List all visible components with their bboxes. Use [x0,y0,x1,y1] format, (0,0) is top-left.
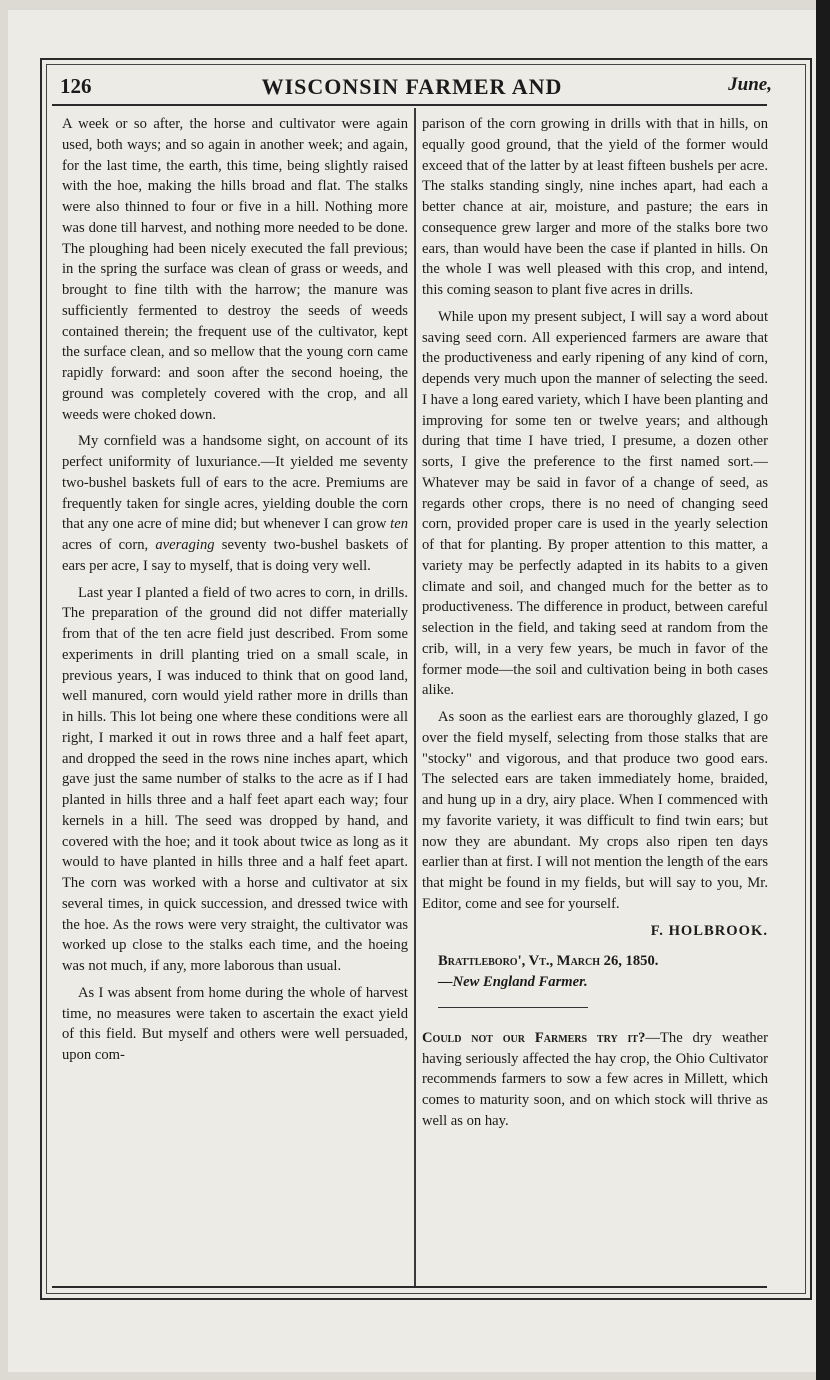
dateline: Brattleboro', Vt., March 26, 1850. [438,953,659,970]
article-paragraph: Last year I planted a field of two acres to corn, in drills. The preparation of the ground did not differ materially from that of the ten acre field just described. From some experiments in drill planting tried on a small scale, in previous years, I was induced to think that on good land, well manured, corn would yield rather more in drills than in hills. This lot being one where these conditions were all right, I marked it out in rows three and a half feet apart, and dropped the seed in the rows nine inches apart, which gave just the same number of stalks to the acre as if I had planted in hills three and a half feet apart each way; four kernels in a hill. The seed was dropped by hand, and covered with the hoe; and it took about twice as long as it would to have planted in hills three and a half feet apart. The corn was worked with a horse and cultivator at six several times, in quick succession, and dressed twice with the hoe. As the rows were very straight, the cultivator was worked up close to the stalks each time, and the hoeing was not much, if any, more laborous than usual. [62,584,408,974]
issue-month: June, [728,74,772,95]
emphasis-text: ten [390,516,408,533]
source-credit: —New England Farmer. [438,974,588,990]
page-number: 126 [60,74,92,98]
article-paragraph: As I was absent from home during the whole of harvest time, no measures were taken to ascertain the exact yield of this field. But myself and others were well persuaded, upon com- [62,984,408,1063]
publication-title: WISCONSIN FARMER AND [261,74,563,99]
section-rule [438,1007,588,1008]
item-lead-label: Could not our Farmers try it? [422,1029,646,1046]
article-paragraph: A week or so after, the horse and cultivator were again used, both ways; and so again in another week; and again, for the last time, the earth, this time, being slightly raised with the hoe, making the hills broad and flat. The stalks were also thinned to four or five in a hill. Nothing more was done till harvest, and nothing more needed to be done. The ploughing had been nicely executed the fall previous; in the spring the surface was clean of grass or weeds, and brought to fine tilth with the harrow; the manure was sufficiently fermented to destroy the seeds of weeds contained therein; the frequent use of the cultivator, kept the surface clean, and so mellow that the young corn came rapidly forward: and soon after the second hoeing, the ground was completely covered with the crop, and all weeds were choked down. [62,116,408,423]
article-paragraph: parison of the corn growing in drills with that in hills, on equally good ground, that the yield of the former would exceed that of the latter by at least fifteen bushels per acre. The stalks standing singly, nine inches apart, had each a better chance at air, moisture, and pasture; the ears in consequence grew larger and more of the stalks bore two ears, than would have been the case if planted in hills. On the whole I was well pleased with this crop, and intend, this coming season to plant five acres in drills. [422,116,768,298]
right-column [422,114,768,1138]
article-paragraph: As soon as the earliest ears are thoroughly glazed, I go over the field myself, selecting from those stalks that are "stocky" and vigorous, and that produce two good ears. The selected ears are taken immediately home, braided, and hung up in a dry, airy place. When I commenced with my favorite variety, it was difficult to find twin ears; but now they are abundant. My crops also ripen ten days earlier than at first. I will not mention the length of the ears that might be found in my fields, but will say to you, Mr. Editor, come and see for yourself. [422,709,768,912]
page-header [52,70,772,104]
page-binding-edge [816,0,830,1380]
article-paragraph: My cornfield was a handsome sight, on account of its perfect uniformity of luxuriance.—It yielded me seventy two-bushel baskets full of ears to the acre. Premiums are frequently taken for single acres, yielding double the corn that any one acre of mine did; but whenever I can grow ten acres of corn, averaging seventy two-bushel baskets of ears per acre, I say to myself, that is doing very well. [62,433,408,574]
footer-rule [52,1286,767,1288]
column-divider [414,108,416,1286]
article-paragraph: While upon my present subject, I will say a word about saving seed corn. All experienced farmers are aware that the productiveness and early ripening of any kind of corn, depends very much upon the manner of selecting the seed. I have a long eared variety, which I have been planting and improving for some ten or twelve years; and although during that time I have tried, I presume, a dozen other sorts, I give the preference to the first named sort.—Whatever may be said in favor of a change of seed, as regards other crops, there is no need of changing seed corn, provided proper care is used in the yearly selection of that for planting. By proper attention to this matter, a variety may be perfectly adapted in its habits to a given climate and soil, and changed much for the better as to productiveness. The difference in product, between careful selection in the field, and taking seed at random from the crib, will, in a very few years, be much in favor of the former mode—the soil and cultivation being in both cases alike. [422,308,768,699]
header-rule [52,104,767,106]
emphasis-text: averaging [155,537,215,553]
author-signature: F. HOLBROOK. [650,922,768,939]
left-column [62,114,408,1072]
article-paragraph: Could not our Farmers try it?—The dry weather having seriously affected the hay crop, the Ohio Cultivator recommends farmers to sow a few acres in Millett, which comes to maturity soon, and on which stock will thrive as well as on hay. [422,1029,769,1129]
